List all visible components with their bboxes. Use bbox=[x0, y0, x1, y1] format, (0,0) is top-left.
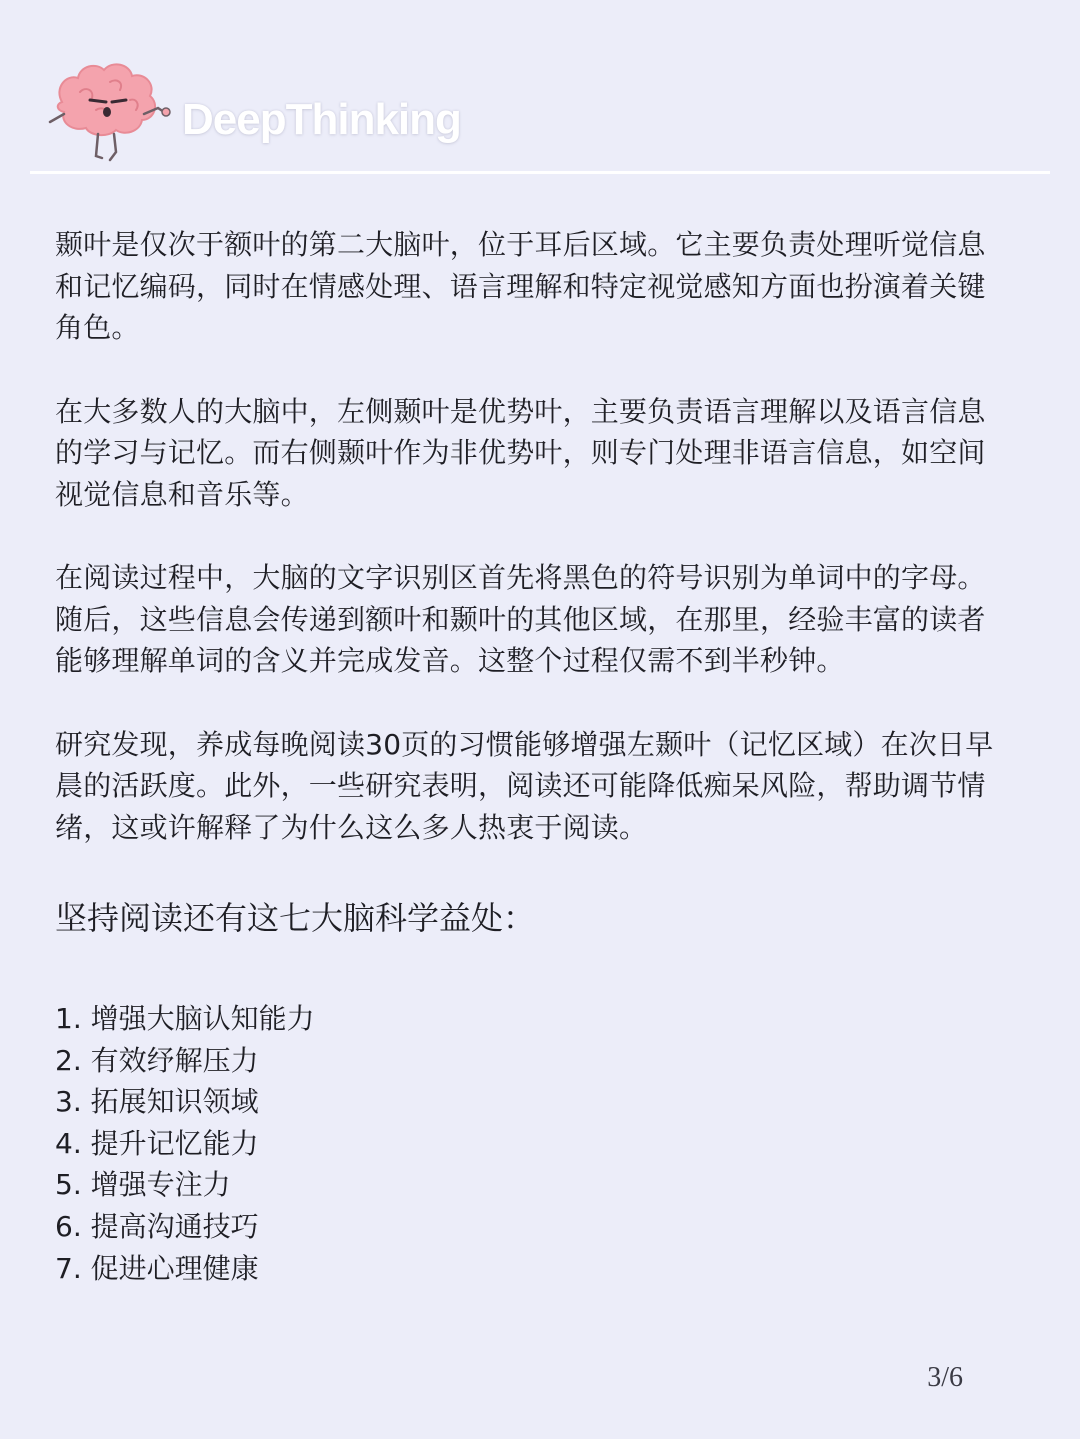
header-divider bbox=[30, 171, 1050, 174]
list-item: 6. 提高沟通技巧 bbox=[55, 1209, 259, 1243]
page-indicator: 3/6 bbox=[927, 1362, 963, 1393]
paragraph-reading-process: 在阅读过程中，大脑的文字识别区首先将黑色的符号识别为单词中的字母。随后，这些信息会传递到额叶和颞叶的其他区域，在那里，经验丰富的读者能够理解单词的含义并完成发音。这整个过程仅需不到半秒钟。 bbox=[55, 561, 986, 677]
paragraph-dominant-lobe: 在大多数人的大脑中，左侧颞叶是优势叶，主要负责语言理解以及语言信息的学习与记忆。而右侧颞叶作为非优势叶，则专门处理非语言信息，如空间视觉信息和音乐等。 bbox=[55, 394, 986, 511]
article-body bbox=[55, 224, 995, 1289]
section-heading: 坚持阅读还有这七大脑科学益处： bbox=[55, 899, 536, 937]
list-item: 3. 拓展知识领域 bbox=[55, 1085, 259, 1119]
brand-logo-text: DeepThinking bbox=[182, 95, 461, 144]
brain-mascot-icon bbox=[40, 52, 180, 172]
list-item: 4. 提升记忆能力 bbox=[55, 1126, 259, 1160]
list-item: 5. 增强专注力 bbox=[55, 1168, 231, 1202]
list-item: 2. 有效纾解压力 bbox=[55, 1043, 259, 1077]
paragraph-temporal-lobe: 颞叶是仅次于额叶的第二大脑叶，位于耳后区域。它主要负责处理听觉信息和记忆编码，同时在情感处理、语言理解和特定视觉感知方面也扮演着关键角色。 bbox=[55, 228, 986, 344]
header bbox=[0, 0, 1080, 172]
paragraph-research: 研究发现，养成每晚阅读30页的习惯能够增强左颞叶（记忆区域）在次日早晨的活跃度。此外，一些研究表明，阅读还可能降低痴呆风险，帮助调节情绪，这或许解释了为什么这么多人热衷于阅读。 bbox=[55, 727, 994, 844]
list-item: 1. 增强大脑认知能力 bbox=[55, 1002, 315, 1035]
benefits-list bbox=[55, 998, 995, 1289]
list-item: 7. 促进心理健康 bbox=[55, 1251, 259, 1285]
